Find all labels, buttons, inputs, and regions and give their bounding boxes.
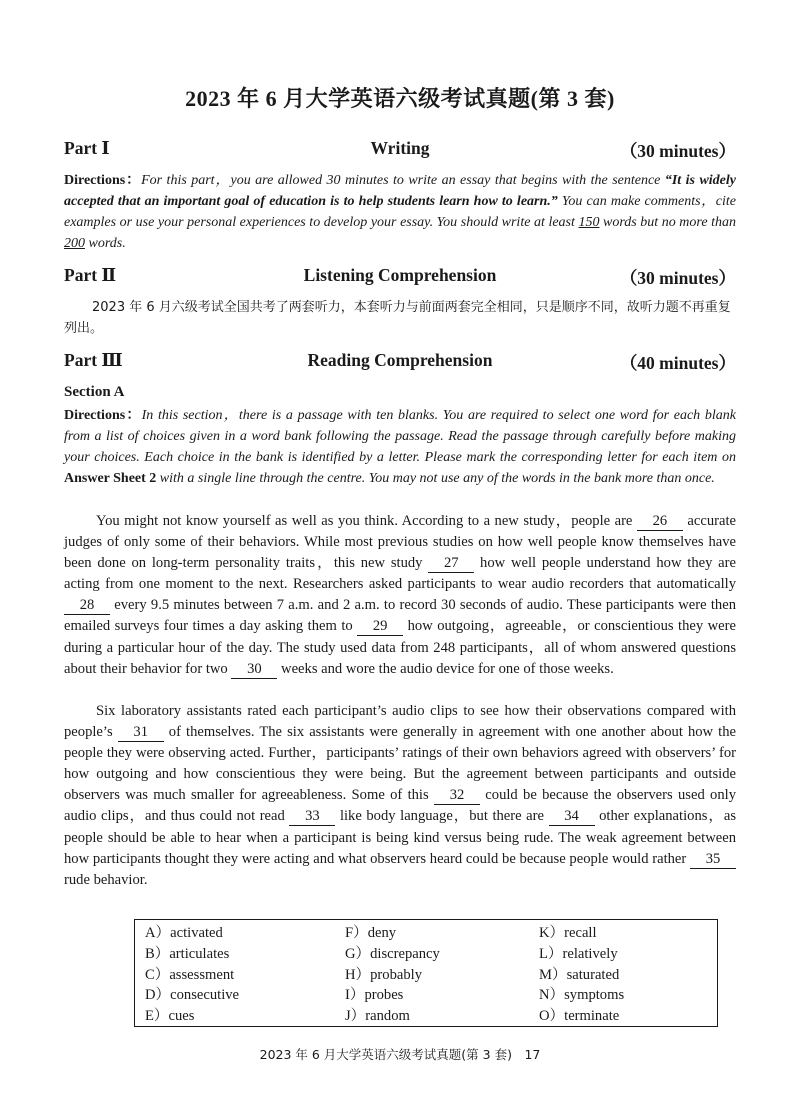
word-bank-item: O）terminate: [539, 1008, 620, 1025]
part1-directions: [64, 170, 736, 254]
passage-text: like body language，but there are: [335, 808, 549, 825]
word-bank-item: K）recall: [539, 925, 597, 941]
word-bank-item: J）random: [345, 1008, 410, 1025]
page-footer: 2023 年 6 月大学英语六级考试真题(第 3 套) 17: [259, 1047, 541, 1062]
section-a-label: Section A: [64, 384, 125, 400]
part1-label: Part Ⅰ: [64, 138, 110, 158]
min-words: 150: [578, 215, 600, 230]
part2-time: （30 minutes）: [619, 268, 736, 288]
part3-name: Reading Comprehension: [307, 350, 493, 370]
passage-text: Six laboratory assistants rated each participant’s audio clips to see how their observations compared with people’s: [64, 703, 736, 741]
word-bank-column-1: [145, 923, 239, 1027]
passage-text: other explanations，as people should be able to hear when a participant is being kind versus being rude. The weak agreement between how participants thought they were acting and what observers heard could be because people would rather: [64, 808, 736, 867]
blank-26: 26: [637, 513, 683, 531]
word-bank-item: M）saturated: [539, 966, 620, 983]
part2-heading: [64, 265, 736, 287]
passage-text: of themselves. The six assistants were generally in agreement with one another about how the people they were observing acted. Further，participants’ ratings of their own behaviors agreed with observers’ for how outgoing and how conscientious they were being. But the agreement between participants and outside observers was much smaller for agreeableness. Some of this: [64, 724, 736, 804]
word-bank: [134, 919, 718, 1027]
passage-text: You might not know yourself as well as you think. According to a new study，people are: [96, 513, 637, 529]
part2-name: Listening Comprehension: [303, 265, 497, 285]
passage-text: how well people understand how they are acting from one moment to the next. Researchers asked participants to wear audio recorders that automatically: [64, 555, 736, 593]
passage-text: every 9.5 minutes between 7 a.m. and 2 a.m. to record 30 seconds of audio. These participants were then emailed surveys four times a day asking them to: [64, 597, 736, 635]
word-bank-item: E）cues: [145, 1008, 195, 1025]
word-bank-item: I）probes: [345, 987, 404, 1004]
word-bank-item: N）symptoms: [539, 987, 625, 1004]
passage-text: weeks and wore the audio device for one of those weeks.: [277, 660, 614, 677]
blank-31: 31: [118, 724, 164, 742]
passage-paragraph-2: [64, 701, 736, 891]
part3-time: （40 minutes）: [619, 353, 736, 373]
directions-text: For this part，you are allowed 30 minutes to write an essay that begins with the sentence: [141, 173, 665, 188]
page-title: 2023 年 6 月大学英语六级考试真题(第 3 套): [185, 86, 615, 111]
directions-text: You can make comments，cite examples or use your personal experiences to develop your essay. You should write at least: [64, 194, 736, 230]
part3-directions: [64, 405, 736, 489]
part2-note: 2023 年 6 月六级考试全国共考了两套听力，本套听力与前面两套完全相同，只是顺序不同，故听力题不再重复列出。: [64, 300, 731, 336]
part3-heading: [64, 350, 736, 372]
passage-text: how outgoing，agreeable，or conscientious they were during a particular hour of the day. The study used data from 248 participants，all of whom answered questions about their behavior for two: [64, 618, 736, 677]
answer-sheet-ref: Answer Sheet 2: [64, 471, 157, 486]
blank-27: 27: [428, 555, 474, 573]
essay-prompt: “It is widely accepted that an important goal of education is to help students learn how to learn.”: [64, 173, 736, 209]
part1-name: Writing: [370, 138, 430, 158]
blank-29: 29: [357, 618, 403, 636]
directions-text: words but no more than: [599, 215, 737, 230]
word-bank-item: G）discrepancy: [345, 945, 440, 962]
word-bank-item: H）probably: [345, 966, 423, 983]
directions-label: Directions：: [64, 173, 142, 188]
word-bank-item: A）activated: [145, 925, 223, 941]
max-words: 200: [64, 236, 85, 251]
passage-text: accurate judges of only some of their behaviors. While most previous studies on how well people know themselves have been done on long-term personality traits，this new study: [64, 513, 736, 572]
word-bank-item: D）consecutive: [145, 987, 240, 1004]
word-bank-item: L）relatively: [539, 945, 618, 962]
part1-heading: [64, 138, 736, 160]
word-bank-item: C）assessment: [145, 966, 235, 983]
directions-text: with a single line through the centre. You may not use any of the words in the bank more than once.: [156, 471, 715, 486]
word-bank-item: B）articulates: [145, 945, 230, 962]
directions-text: words.: [85, 236, 126, 251]
part1-time: （30 minutes）: [619, 141, 736, 161]
passage-paragraph-1: [64, 511, 736, 680]
passage-text: could be because the observers used only audio clips，and thus could not read: [64, 787, 736, 825]
blank-34: 34: [549, 808, 595, 826]
blank-30: 30: [231, 661, 277, 679]
word-bank-column-2: [345, 923, 440, 1027]
word-bank-item: F）deny: [345, 925, 397, 941]
word-bank-column-3: [539, 923, 624, 1027]
directions-label: Directions：: [64, 408, 142, 423]
blank-28: 28: [64, 597, 110, 615]
blank-35: 35: [690, 851, 736, 869]
passage-text: rude behavior.: [64, 871, 148, 888]
part2-label: Part Ⅱ: [64, 265, 117, 285]
blank-32: 32: [434, 787, 480, 805]
part3-label: Part Ⅲ: [64, 350, 123, 370]
blank-33: 33: [289, 808, 335, 826]
directions-text: In this section，there is a passage with ten blanks. You are required to select one word for each blank from a list of choices given in a word bank following the passage. Read the passage through carefully before making your choices. Each choice in the bank is identified by a letter. Please mark the corresponding letter for each item on: [64, 408, 736, 465]
